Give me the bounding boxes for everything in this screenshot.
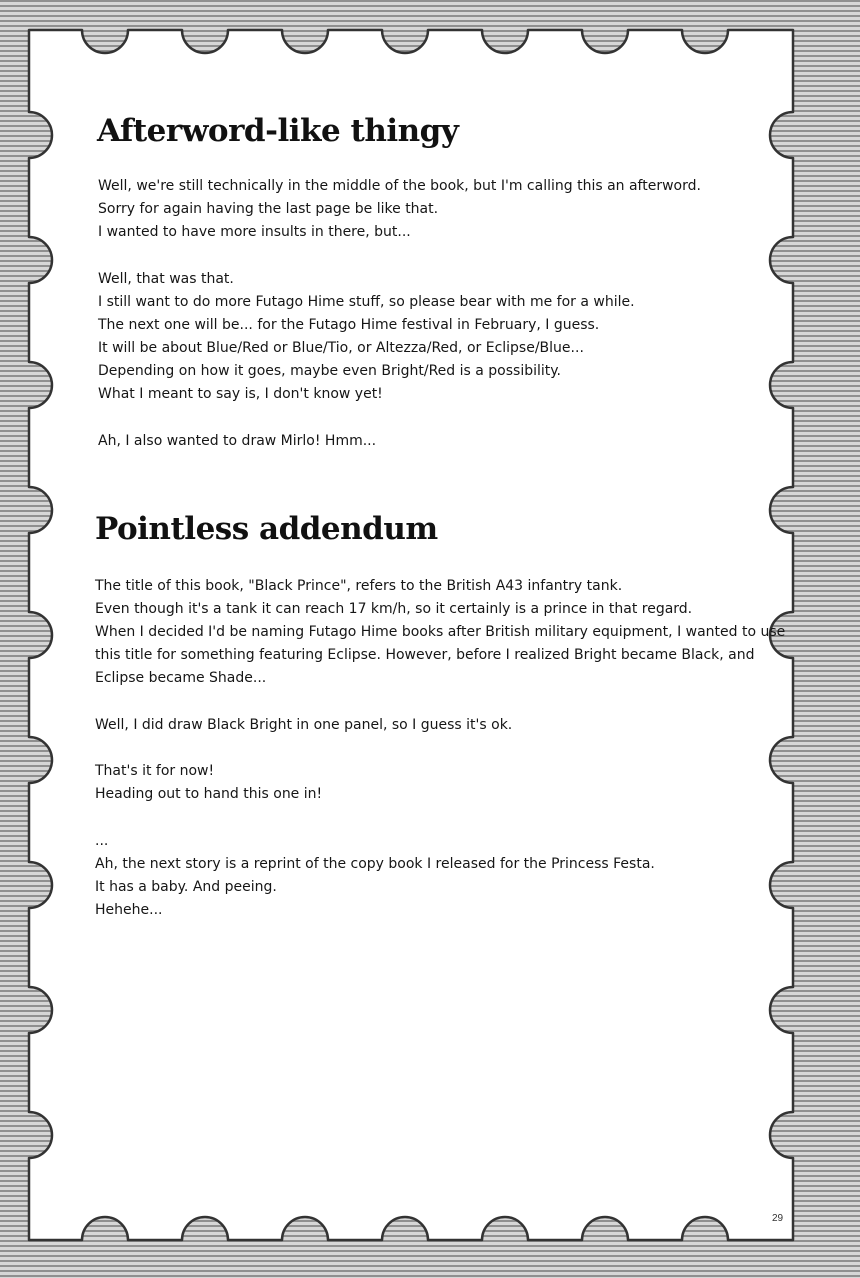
text-line: Depending on how it goes, maybe even Bright/Red is a possibility. <box>98 363 561 379</box>
text-line: Sorry for again having the last page be like that. <box>98 201 439 217</box>
addendum-paragraph-1 <box>95 575 785 690</box>
text-line: The next one will be... for the Futago Hime festival in February, I guess. <box>98 317 600 333</box>
text-line: I wanted to have more insults in there, but... <box>98 224 411 240</box>
text-line: It will be about Blue/Red or Blue/Tio, or Altezza/Red, or Eclipse/Blue... <box>98 340 584 356</box>
text-line: Hehehe... <box>95 902 163 918</box>
text-line: Well, we're still technically in the middle of the book, but I'm calling this an afterword. <box>98 178 701 194</box>
text-line: When I decided I'd be naming Futago Hime books after British military equipment, I wanted to use <box>95 624 786 640</box>
text-line: Well, that was that. <box>98 271 234 287</box>
text-line: That's it for now! <box>95 763 215 779</box>
afterword-paragraph-3 <box>98 430 376 453</box>
text-line: Even though it's a tank it can reach 17 km/h, so it certainly is a prince in that regard. <box>95 601 693 617</box>
text-line: I still want to do more Futago Hime stuff, so please bear with me for a while. <box>98 294 635 310</box>
addendum-paragraph-4 <box>95 830 655 922</box>
text-line: Ah, I also wanted to draw Mirlo! Hmm... <box>98 433 377 449</box>
text-line: Eclipse became Shade... <box>95 670 267 686</box>
afterword-heading: Afterword-like thingy <box>97 113 459 149</box>
text-line: The title of this book, "Black Prince", refers to the British A43 infantry tank. <box>95 578 623 594</box>
page-number: 29 <box>772 1213 784 1224</box>
text-line: Well, I did draw Black Bright in one panel, so I guess it's ok. <box>95 717 513 733</box>
text-line: ... <box>95 833 109 849</box>
afterword-paragraph-2 <box>98 268 635 406</box>
text-line: Heading out to hand this one in! <box>95 786 323 802</box>
addendum-paragraph-2 <box>95 714 512 737</box>
text-line: this title for something featuring Eclipse. However, before I realized Bright became Black, and <box>95 647 755 663</box>
addendum-paragraph-3 <box>95 760 322 806</box>
afterword-paragraph-1 <box>98 175 701 244</box>
text-line: Ah, the next story is a reprint of the copy book I released for the Princess Festa. <box>95 856 655 872</box>
text-line: It has a baby. And peeing. <box>95 879 277 895</box>
addendum-heading: Pointless addendum <box>95 511 438 547</box>
text-line: What I meant to say is, I don't know yet! <box>98 386 383 402</box>
